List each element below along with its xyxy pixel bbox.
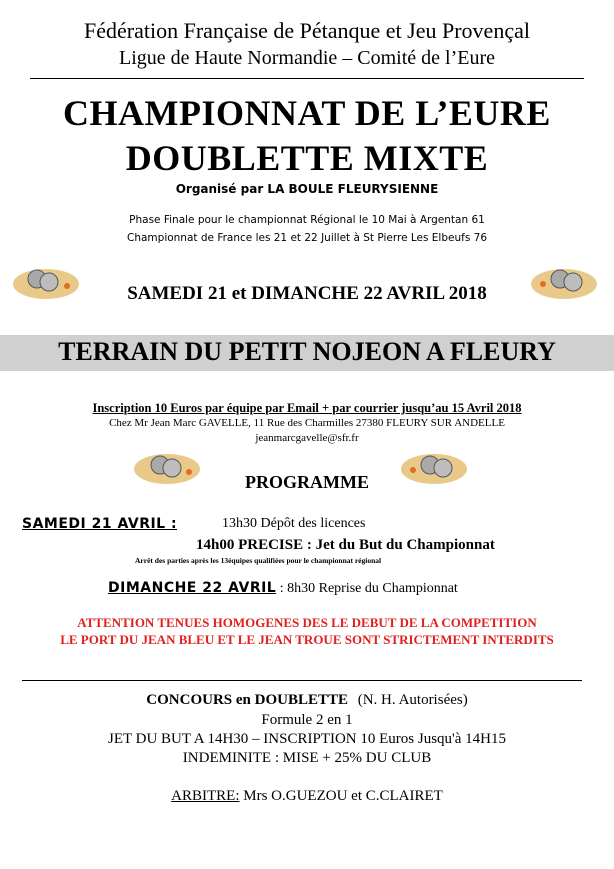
phase-france: Championnat de France les 21 et 22 Juillet à St Pierre Les Elbeufs 76: [127, 232, 487, 244]
concours-title: CONCOURS en DOUBLETTE: [146, 692, 348, 708]
programme-heading: PROGRAMME: [245, 472, 369, 492]
organizer-club: LA BOULE FLEURYSIENNE: [267, 182, 439, 196]
organizer-prefix: Organisé par: [175, 182, 264, 196]
samedi-note: Arrêt des parties après les 13équipes qualifiées pour le championnat régional: [135, 556, 382, 565]
concours-formule: Formule 2 en 1: [261, 712, 353, 728]
page-subtitle: DOUBLETTE MIXTE: [125, 138, 489, 178]
phase-regional: Phase Finale pour le championnat Régional le 10 Mai à Argentan 61: [129, 214, 485, 226]
event-dates: SAMEDI 21 et DIMANCHE 22 AVRIL 2018: [127, 283, 487, 304]
venue-name: TERRAIN DU PETIT NOJEON A FLEURY: [58, 337, 556, 366]
page-title: CHAMPIONNAT DE L’EURE: [63, 93, 551, 133]
samedi-label: SAMEDI 21 AVRIL :: [22, 516, 178, 532]
dimanche-item-1: 8h30 Reprise du Championnat: [287, 581, 458, 596]
ligue-name: Ligue de Haute Normandie – Comité de l’Eure: [119, 47, 495, 69]
inscription-email[interactable]: jeanmarcgavelle@sfr.fr: [255, 432, 359, 444]
concours-jet: JET DU BUT A 14H30 – INSCRIPTION 10 Euros Jusqu'à 14H15: [108, 731, 506, 747]
header-divider: [30, 78, 584, 79]
samedi-item-1: 13h30 Dépôt des licences: [222, 516, 366, 531]
inscription-address: Chez Mr Jean Marc GAVELLE, 11 Rue des Charmilles 27380 FLEURY SUR ANDELLE: [109, 417, 505, 429]
arbitre-line: [0, 788, 614, 805]
dimanche-separator: :: [276, 581, 284, 596]
concours-title-line: [0, 692, 614, 709]
arbitre-label: ARBITRE:: [171, 788, 240, 804]
concours-note: (N. H. Autorisées): [357, 692, 468, 708]
arbitre-names: Mrs O.GUEZOU et C.CLAIRET: [243, 788, 443, 804]
dimanche-label: DIMANCHE 22 AVRIL: [108, 580, 277, 596]
organizer-line: [0, 182, 614, 196]
attention-line-2: LE PORT DU JEAN BLEU ET LE JEAN TROUE SONT STRICTEMENT INTERDITS: [60, 632, 554, 647]
inscription-headline: Inscription 10 Euros par équipe par Email + par courrier jusqu’au 15 Avril 2018: [92, 401, 522, 415]
samedi-item-2: 14h00 PRECISE : Jet du But du Championnat: [196, 537, 495, 553]
attention-line-1: ATTENTION TENUES HOMOGENES DES LE DEBUT DE LA COMPETITION: [77, 615, 537, 630]
federation-name: Fédération Française de Pétanque et Jeu Provençal: [84, 18, 530, 43]
concours-indemnite: INDEMINITE : MISE + 25% DU CLUB: [182, 750, 432, 766]
section-divider: [22, 680, 582, 681]
dimanche-line: [108, 580, 458, 597]
